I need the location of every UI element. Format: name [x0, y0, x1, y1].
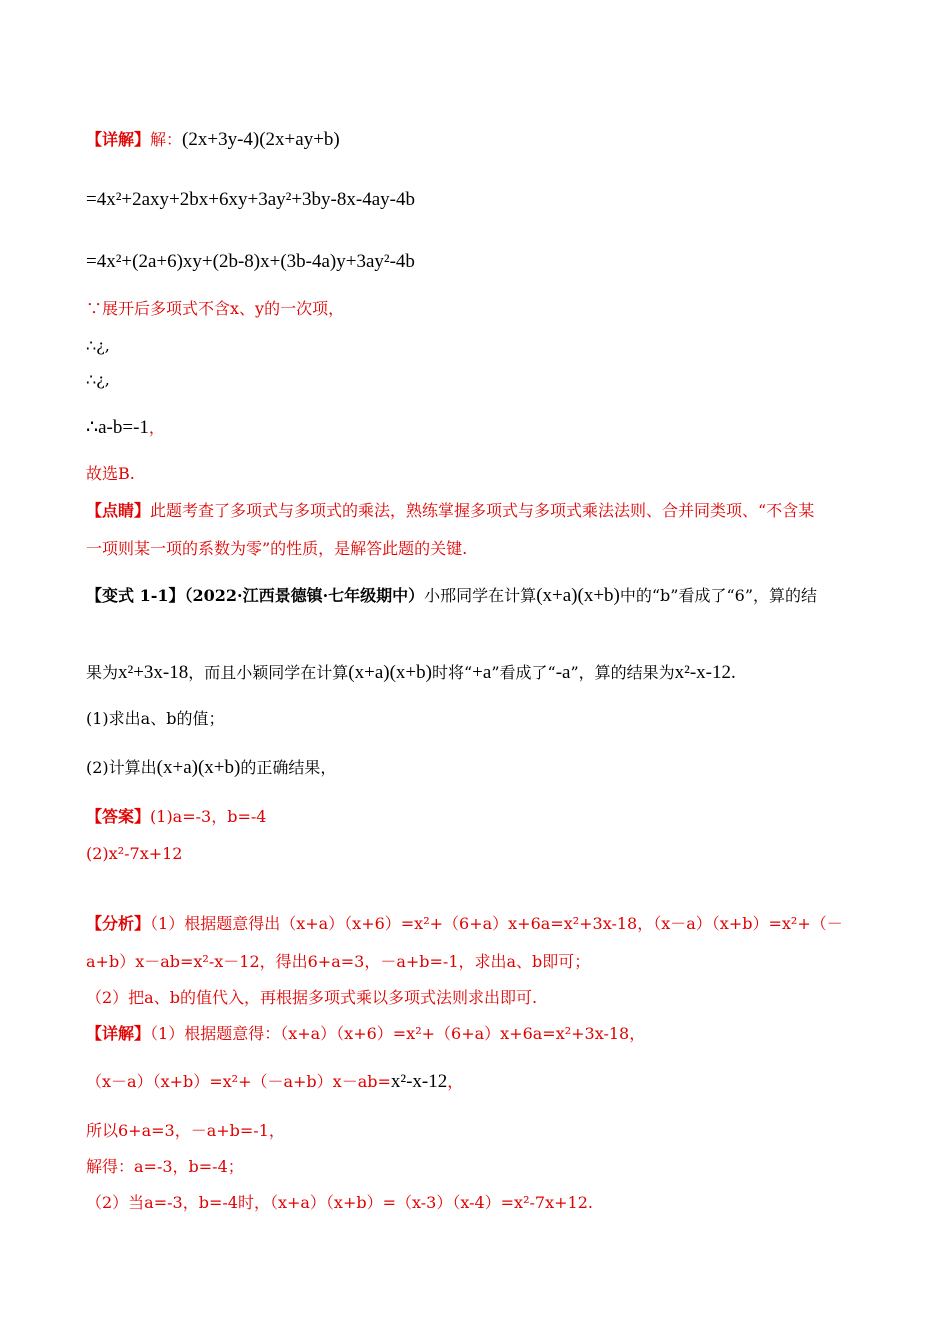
answer-line-2: (2)x²-7x+12	[86, 844, 183, 863]
therefore-line-1: ∴¿,	[86, 336, 110, 355]
part-2-expr: (x+a)(x+b)	[156, 757, 241, 778]
question-text-c: 果为	[86, 663, 119, 682]
part-1: (1)求出a、b的值；	[86, 709, 225, 728]
detail-tag: 【详解】	[86, 130, 151, 149]
analysis-line-3: （2）把a、b的值代入，再根据多项式乘以多项式法则求出即可.	[86, 988, 538, 1007]
comma: ，	[148, 418, 165, 437]
result-a-minus-b: ∴a-b=-1	[86, 417, 149, 438]
therefore-line-3	[86, 418, 165, 438]
variant-detail-2a: （x－a）（x+b）=x²+（－a+b）x－ab=	[86, 1072, 391, 1091]
answer-tag: 【答案】	[86, 807, 151, 826]
question-text-e: 时将“	[431, 663, 473, 682]
choice-line: 故选B.	[86, 464, 135, 483]
variant-detail-line-1	[86, 1024, 645, 1044]
answer-line-1	[86, 807, 266, 827]
analysis-tag: 【分析】	[86, 914, 151, 933]
detail-intro: 解：	[150, 130, 183, 149]
variant-question-line-1	[86, 586, 817, 606]
part-2	[86, 758, 336, 778]
variant-detail-1: （1）根据题意得：（x+a）（x+6）=x²+（6+a）x+6a=x²+3x-18，	[150, 1024, 646, 1043]
variant-tag: 【变式 1-1】	[86, 586, 185, 605]
variant-detail-line-5: （2）当a=-3，b=-4时，（x+a）（x+b）=（x-3）（x-4）=x²-7x+12.	[86, 1193, 593, 1212]
question-text-f: ”看成了“	[491, 663, 556, 682]
variant-detail-line-3: 所以6+a=3，－a+b=-1，	[86, 1121, 285, 1140]
comment-line-1	[86, 501, 814, 521]
question-expr-4: x²-x-12.	[674, 662, 736, 683]
expression-product: (2x+3y-4)(2x+ay+b)	[182, 129, 340, 150]
part-2-text-a: (2)计算出	[86, 758, 157, 777]
answer-1: (1)a=-3，b=-4	[150, 807, 267, 826]
question-plus-a: +a	[472, 662, 492, 683]
variant-detail-tag: 【详解】	[86, 1024, 151, 1043]
variant-detail-2-expr: x²-x-12	[390, 1071, 448, 1092]
therefore-line-2: ∴¿,	[86, 370, 110, 389]
variant-source: （2022·江西景德镇·七年级期中）	[184, 586, 425, 605]
analysis-line-1	[86, 914, 843, 934]
variant-question-line-2	[86, 663, 736, 683]
comment-line-2: 一项则某一项的系数为零”的性质，是解答此题的关键.	[86, 539, 468, 558]
question-text-b: 中的“b”看成了“6”，算的结	[619, 586, 818, 605]
question-text-d: ，而且小颖同学在计算	[188, 663, 349, 682]
because-line: ∵展开后多项式不含x、y的一次项，	[86, 299, 345, 318]
question-text-a: 小邢同学在计算	[424, 586, 537, 605]
variant-detail-line-2	[86, 1072, 463, 1092]
question-expr-1: (x+a)(x+b)	[536, 585, 620, 606]
analysis-line-2: a+b）x－ab=x²-x－12，得出6+a=3，－a+b=-1，求出a、b即可；	[86, 952, 591, 971]
expansion-line-2: =4x²+(2a+6)xy+(2b-8)x+(3b-4a)y+3ay²-4b	[86, 251, 415, 272]
question-expr-2: x²+3x-18	[118, 662, 189, 683]
question-minus-a: -a	[555, 662, 571, 683]
expansion-line-1: =4x²+2axy+2bx+6xy+3ay²+3by-8x-4ay-4b	[86, 189, 415, 210]
comment-tag: 【点睛】	[86, 501, 151, 520]
variant-detail-line-4: 解得：a=-3，b=-4；	[86, 1157, 244, 1176]
part-2-text-b: 的正确结果，	[240, 758, 337, 777]
question-text-g: ”，算的结果为	[570, 663, 675, 682]
detail-line-1	[86, 130, 340, 150]
question-expr-3: (x+a)(x+b)	[348, 662, 432, 683]
variant-detail-2b: ，	[447, 1072, 464, 1091]
analysis-text-1: （1）根据题意得出（x+a）（x+6）=x²+（6+a）x+6a=x²+3x-18，（x－a）（x+b）=x²+（－	[150, 914, 843, 933]
comment-text: 此题考查了多项式与多项式的乘法，熟练掌握多项式与多项式乘法法则、合并同类项、“不含某	[150, 501, 815, 520]
